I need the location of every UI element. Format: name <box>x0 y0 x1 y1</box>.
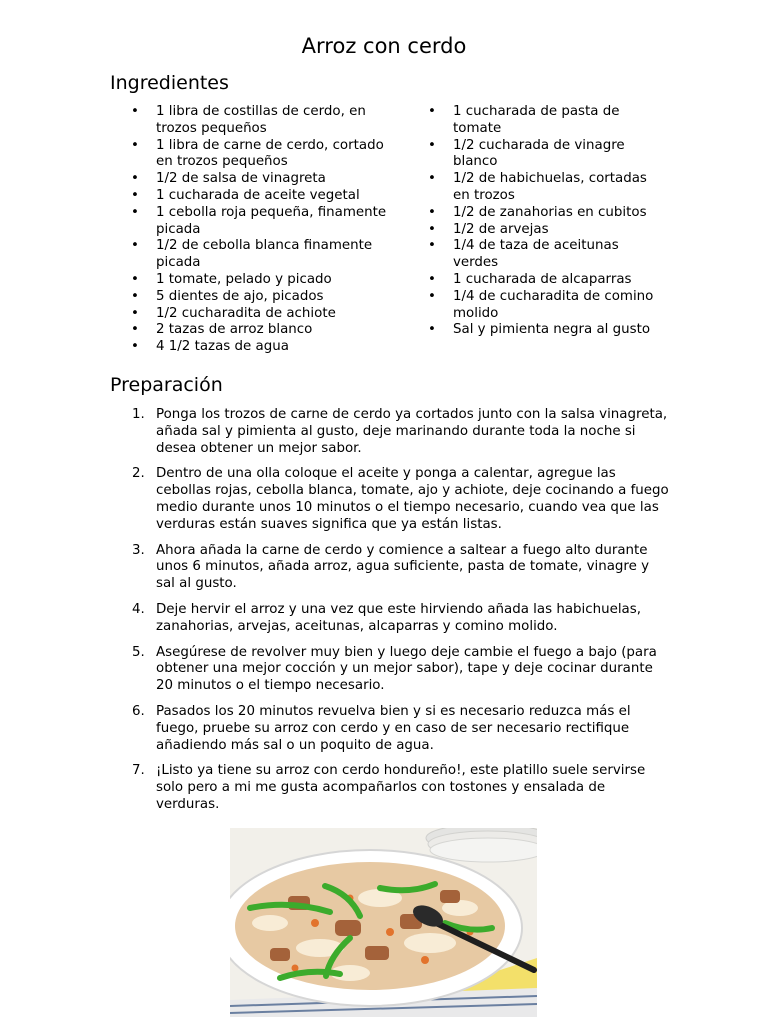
preparation-heading: Preparación <box>110 374 223 396</box>
list-item: • Sal y pimienta negra al gusto <box>407 322 657 339</box>
step-number: 2. <box>132 466 145 482</box>
list-item: • 1/2 de salsa de vinagreta <box>110 171 390 188</box>
ingredients-heading: Ingredientes <box>110 72 229 94</box>
list-item: • 1 cucharada de alcaparras <box>407 272 657 289</box>
step-number: 1. <box>132 407 145 422</box>
ingredients-list-right <box>407 104 657 339</box>
step-item <box>110 645 670 695</box>
list-item: • 1 libra de costillas de cerdo, en trozos pequeños <box>110 104 390 138</box>
step-text: Asegúrese de revolver muy bien y luego deje cambie el fuego a bajo (para obtener una mejor cocción y un mejor sabor), tape y deje cocinar durante 20 minutos o el tiempo necesario. <box>156 644 657 694</box>
list-item: • 1 cucharada de aceite vegetal <box>110 188 390 205</box>
step-item <box>110 704 670 754</box>
list-item: • 1 tomate, pelado y picado <box>110 272 390 289</box>
list-item: • 2 tazas de arroz blanco <box>110 322 390 339</box>
list-item: • 1/4 de taza de aceitunas verdes <box>407 238 657 272</box>
list-item: • 4 1/2 tazas de agua <box>110 339 390 356</box>
step-text: Deje hervir el arroz y una vez que este hirviendo añada las habichuelas, zanahorias, arvejas, aceitunas, alcaparras y comino molido. <box>156 601 641 634</box>
step-number: 4. <box>132 601 145 617</box>
list-item: • 1/2 cucharadita de achiote <box>110 306 390 323</box>
list-item: • 1/2 de zanahorias en cubitos <box>407 205 657 222</box>
list-item: • 1 libra de carne de cerdo, cortado en trozos pequeños <box>110 138 390 172</box>
step-item <box>110 763 670 813</box>
list-item: • 1 cucharada de pasta de tomate <box>407 104 657 138</box>
list-item: • 1/4 de cucharadita de comino molido <box>407 289 657 323</box>
step-text: Pasados los 20 minutos revuelva bien y si es necesario reduzca más el fuego, pruebe su arroz con cerdo y en caso de ser necesario rectifique añadiendo más sal o un poquito de agua. <box>156 703 631 753</box>
dish-photo <box>230 828 537 1017</box>
list-item: • 1 cebolla roja pequeña, finamente picada <box>110 205 390 239</box>
step-number: 7. <box>132 763 145 779</box>
step-number: 5. <box>132 644 145 660</box>
list-item: • 1/2 cucharada de vinagre blanco <box>407 138 657 172</box>
step-text: ¡Listo ya tiene su arroz con cerdo hondureño!, este platillo suele servirse solo pero a mi me gusta acompañarlos con tostones y ensalada de verduras. <box>156 763 646 812</box>
ingredients-list-left <box>110 104 390 356</box>
step-item <box>110 466 670 533</box>
step-number: 3. <box>132 542 145 558</box>
preparation-steps <box>110 407 670 823</box>
rice-dish-illustration <box>230 828 537 1017</box>
list-item: • 1/2 de cebolla blanca finamente picada <box>110 238 390 272</box>
step-item <box>110 407 670 457</box>
step-number: 6. <box>132 703 145 719</box>
list-item: • 1/2 de arvejas <box>407 222 657 239</box>
step-text: Ahora añada la carne de cerdo y comience a saltear a fuego alto durante unos 6 minutos, añada arroz, agua suficiente, pasta de tomate, vinagre y sal al gusto. <box>156 542 650 592</box>
step-text: Dentro de una olla coloque el aceite y ponga a calentar, agregue las cebollas rojas, cebolla blanca, tomate, ajo y achiote, deje cocinando a fuego medio durante unos 10 minutos o el tiempo necesario, cuando vea que las verduras están suaves significa que ya están listas. <box>156 466 669 532</box>
list-item: • 1/2 de habichuelas, cortadas en trozos <box>407 171 657 205</box>
step-item <box>110 602 670 636</box>
page-title: Arroz con cerdo <box>301 34 467 58</box>
step-text: Ponga los trozos de carne de cerdo ya cortados junto con la salsa vinagreta, añada sal y pimienta al gusto, deje marinando durante toda la noche si desea obtener un mejor sabor. <box>156 407 668 456</box>
step-item <box>110 543 670 593</box>
list-item: • 5 dientes de ajo, picados <box>110 289 390 306</box>
